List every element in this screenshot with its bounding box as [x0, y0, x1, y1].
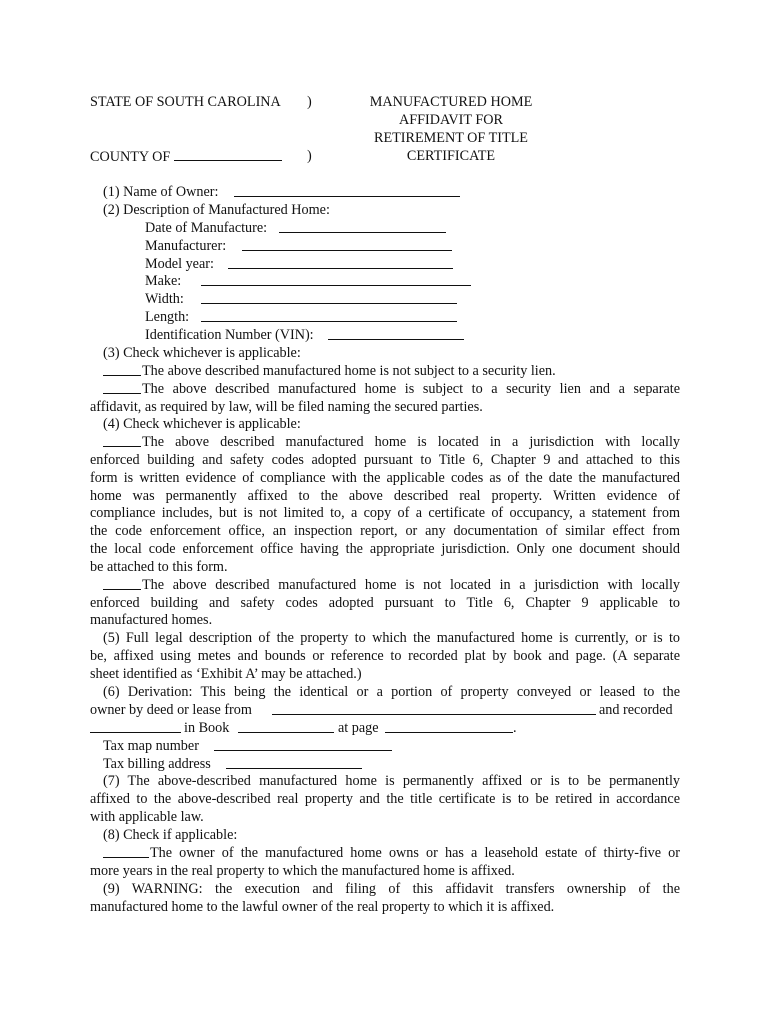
owner-name-field[interactable] — [234, 183, 460, 197]
item3a-checkbox-line[interactable] — [103, 362, 141, 376]
date-label: Date of Manufacture: — [145, 220, 268, 236]
item8-checkbox-line[interactable] — [103, 844, 149, 858]
item4a-text-3: form is written evidence of compliance with the applicable codes as of the date the manufactured — [90, 470, 680, 486]
item9-text-1: (9) WARNING: the execution and filing of this affidavit transfers ownership of the — [103, 881, 680, 897]
item4a-text-2: enforced building and safety codes adopted pursuant to Title 6, Chapter 9 and attached to this — [90, 452, 680, 468]
item6-county-field[interactable] — [90, 719, 181, 733]
title-line-4: CERTIFICATE — [406, 148, 496, 164]
width-field[interactable] — [201, 290, 457, 304]
model-year-label: Model year: — [145, 256, 214, 272]
item4b-checkbox-line[interactable] — [103, 576, 141, 590]
manufacturer-field[interactable] — [242, 237, 452, 251]
item6-grantor-field[interactable] — [272, 701, 596, 715]
model-year-field[interactable] — [228, 255, 453, 269]
manufacturer-label: Manufacturer: — [145, 238, 227, 254]
item6-page-field[interactable] — [385, 719, 513, 733]
county-label: COUNTY OF — [90, 147, 282, 166]
item6-period: . — [513, 720, 517, 736]
item4b-text-3: manufactured homes. — [90, 612, 213, 628]
item4b-text-2: enforced building and safety codes adopted pursuant to Title 6, Chapter 9 applicable to — [90, 595, 680, 611]
item4a-text-6: the code enforcement office, an inspection report, or any documentation of similar effect from — [90, 523, 680, 539]
item6-page-label: at page — [338, 720, 379, 736]
item6-text-1: (6) Derivation: This being the identical or a portion of property conveyed or leased to the — [103, 684, 680, 700]
item4a-checkbox-line[interactable] — [103, 433, 141, 447]
item3b-text-1: The above described manufactured home is subject to a security lien and a separate — [142, 381, 680, 397]
county-paren: ) — [307, 148, 312, 164]
item6-book-label: in Book — [184, 720, 230, 736]
length-label: Length: — [145, 309, 190, 325]
item7-text-3: with applicable law. — [90, 809, 204, 825]
tax-map-field[interactable] — [214, 737, 392, 751]
state-label: STATE OF SOUTH CAROLINA — [90, 94, 281, 110]
width-label: Width: — [145, 291, 184, 307]
tax-billing-field[interactable] — [226, 755, 362, 769]
date-field[interactable] — [279, 219, 446, 233]
item4a-text-4: home was permanently affixed to the above described real property. Written evidence of — [90, 488, 680, 504]
tax-map-label: Tax map number — [103, 738, 199, 754]
item9-text-2: manufactured home to the lawful owner of the real property to which it is affixed. — [90, 899, 555, 915]
item7-text-2: affixed to the above-described real property and the title certificate is to be retired in accordance — [90, 791, 680, 807]
item6-recorded-label: and recorded — [599, 702, 673, 718]
item7-text-1: (7) The above-described manufactured home is permanently affixed or is to be permanently — [103, 773, 680, 789]
item3b-text-2: affidavit, as required by law, will be filed naming the secured parties. — [90, 399, 483, 415]
item5-text-2: be, affixed using metes and bounds or reference to recorded plat by book and page. (A separate — [90, 648, 680, 664]
item4a-text-8: be attached to this form. — [90, 559, 228, 575]
owner-label: (1) Name of Owner: — [103, 184, 219, 200]
item4b-text-1: The above described manufactured home is not located in a jurisdiction with locally — [142, 577, 680, 593]
length-field[interactable] — [201, 308, 457, 322]
title-line-2: AFFIDAVIT FOR — [399, 112, 503, 128]
county-field[interactable] — [174, 147, 282, 161]
item8-text-2: more years in the real property to which the manufactured home is affixed. — [90, 863, 515, 879]
vin-label: Identification Number (VIN): — [145, 327, 314, 343]
item4a-text-5: compliance includes, but is not limited to, a copy of a certificate of occupancy, a statement from — [90, 505, 680, 521]
item4a-text-7: the local code enforcement office having the appropriate jurisdiction. Only one document should — [90, 541, 680, 557]
item8-heading: (8) Check if applicable: — [103, 827, 238, 843]
item3b-checkbox-line[interactable] — [103, 380, 141, 394]
item8-text-1: The owner of the manufactured home owns or has a leasehold estate of thirty-five or — [150, 845, 680, 861]
item3-heading: (3) Check whichever is applicable: — [103, 345, 301, 361]
make-field[interactable] — [201, 272, 471, 286]
item6-book-field[interactable] — [238, 719, 334, 733]
item5-text-3: sheet identified as ‘Exhibit A’ may be attached.) — [90, 666, 362, 682]
title-line-3: RETIREMENT OF TITLE — [374, 130, 528, 146]
item5-text-1: (5) Full legal description of the property to which the manufactured home is currently, or is to — [103, 630, 680, 646]
item4a-text-1: The above described manufactured home is located in a jurisdiction with locally — [142, 434, 680, 450]
item6-deed-label: owner by deed or lease from — [90, 702, 252, 718]
make-label: Make: — [145, 273, 182, 289]
item4-heading: (4) Check whichever is applicable: — [103, 416, 301, 432]
title-line-1: MANUFACTURED HOME — [369, 94, 533, 110]
item3a-text: The above described manufactured home is not subject to a security lien. — [142, 363, 556, 379]
vin-field[interactable] — [328, 326, 464, 340]
tax-billing-label: Tax billing address — [103, 756, 211, 772]
state-paren: ) — [307, 94, 312, 110]
description-label: (2) Description of Manufactured Home: — [103, 202, 330, 218]
